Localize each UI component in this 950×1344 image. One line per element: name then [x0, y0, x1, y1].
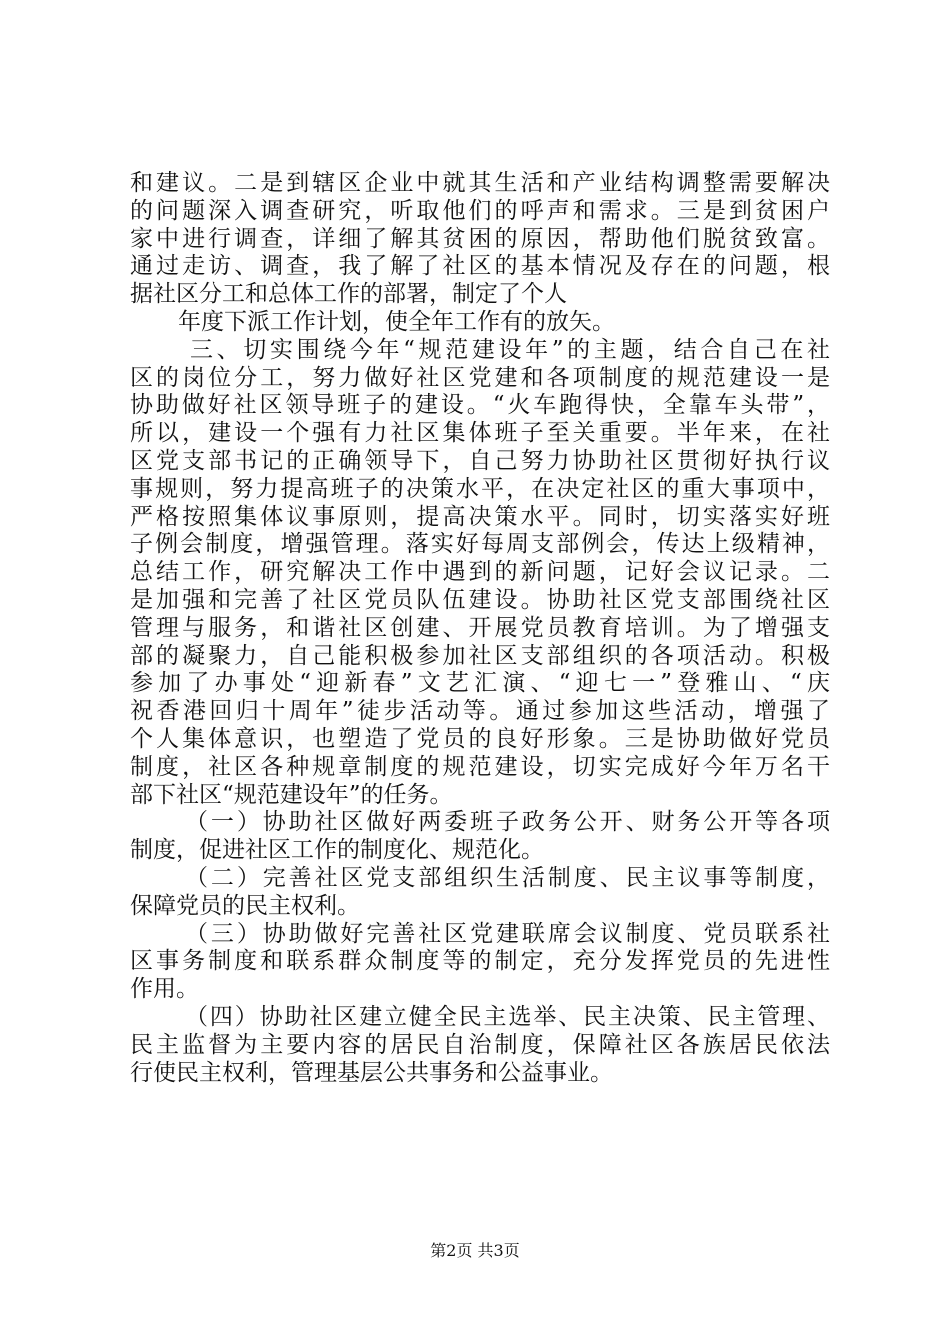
text-line: 是加强和完善了社区党员队伍建设。协助社区党支部围绕社区 [130, 586, 830, 613]
text-line: 保障党员的民主权利。 [130, 892, 360, 919]
text-line: 家中进行调查，详细了解其贫困的原因，帮助他们脱贫致富。 [130, 225, 830, 252]
text-line: 行使民主权利，管理基层公共事务和公益事业。 [130, 1059, 613, 1086]
text-line: 三、切实围绕今年“规范建设年”的主题，结合自己在社 [190, 336, 830, 363]
text-line: 区的岗位分工，努力做好社区党建和各项制度的规范建设一是 [130, 364, 830, 391]
page-footer: 第2页 共3页 [430, 1241, 520, 1260]
text-line: 个人集体意识，也塑造了党员的良好形象。三是协助做好党员 [130, 725, 830, 752]
text-line: 部的凝聚力，自己能积极参加社区支部组织的各项活动。积极 [130, 642, 830, 669]
text-line: 通过走访、调查，我了解了社区的基本情况及存在的问题，根 [130, 253, 830, 280]
text-line: 民主监督为主要内容的居民自治制度，保障社区各族居民依法 [130, 1031, 830, 1058]
text-line: 总结工作，研究解决工作中遇到的新问题，记好会议记录。二 [130, 559, 830, 586]
text-line: 和建议。二是到辖区企业中就其生活和产业结构调整需要解决 [130, 170, 830, 196]
text-line: 协助做好社区领导班子的建设。“火车跑得快，全靠车头带”， [130, 392, 830, 419]
text-line: （一）协助社区做好两委班子政务公开、财务公开等各项 [185, 809, 830, 836]
text-line: 所以，建设一个强有力社区集体班子至关重要。半年来，在社 [130, 420, 830, 447]
text-line: 的问题深入调查研究，听取他们的呼声和需求。三是到贫困户 [130, 197, 830, 224]
text-line: 参加了办事处“迎新春”文艺汇演、“迎七一”登雅山、“庆 [130, 670, 830, 697]
text-line: 区党支部书记的正确领导下，自己努力协助社区贯彻好执行议 [130, 447, 830, 474]
text-line: 据社区分工和总体工作的部署，制定了个人 [130, 281, 567, 308]
text-line: 部下社区“规范建设年”的任务。 [130, 781, 453, 808]
text-line: 作用。 [130, 976, 199, 1003]
text-line: 区事务制度和联系群众制度等的制定，充分发挥党员的先进性 [130, 948, 830, 975]
text-line: 管理与服务，和谐社区创建、开展党员教育培训。为了增强支 [130, 614, 830, 641]
text-line: （四）协助社区建立健全民主选举、民主决策、民主管理、 [185, 1003, 830, 1030]
text-line: （二）完善社区党支部组织生活制度、民主议事等制度， [185, 864, 830, 891]
text-line: 严格按照集体议事原则，提高决策水平。同时，切实落实好班 [130, 503, 830, 530]
document-body [130, 170, 830, 1087]
text-line: 制度，社区各种规章制度的规范建设，切实完成好今年万名干 [130, 753, 830, 780]
text-line: 子例会制度，增强管理。落实好每周支部例会，传达上级精神， [130, 531, 830, 558]
text-line: 祝香港回归十周年”徒步活动等。通过参加这些活动，增强了 [130, 698, 830, 725]
text-line: 年度下派工作计划，使全年工作有的放矢。 [178, 308, 615, 335]
text-line: （三）协助做好完善社区党建联席会议制度、党员联系社 [185, 920, 830, 947]
text-line: 事规则，努力提高班子的决策水平，在决定社区的重大事项中， [130, 475, 830, 502]
text-line: 制度，促进社区工作的制度化、规范化。 [130, 837, 544, 864]
